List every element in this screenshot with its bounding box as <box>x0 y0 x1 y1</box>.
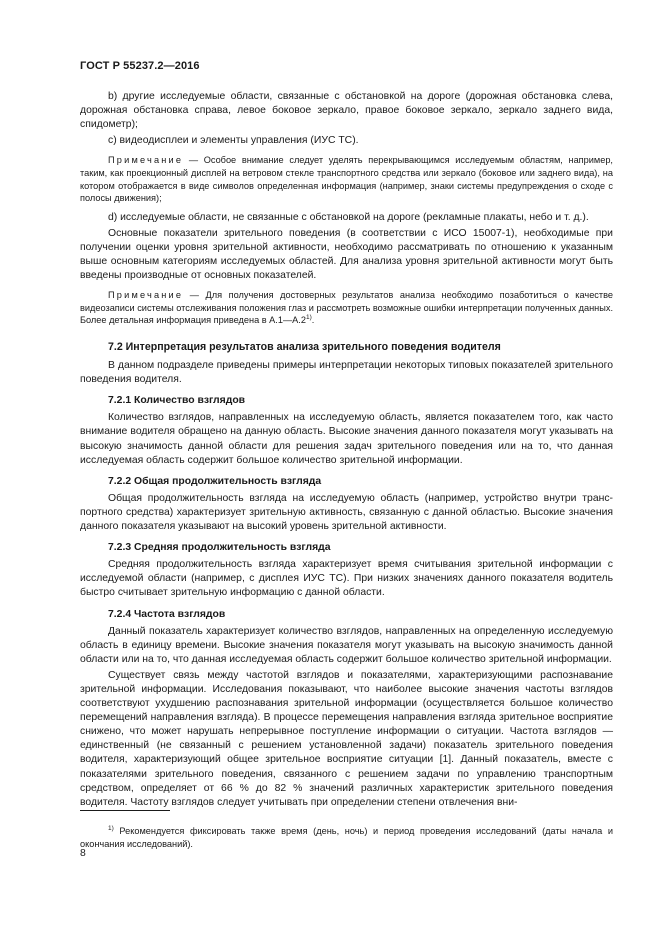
note-2-text: — Для получения достоверных результатов анализа необходимо позаботиться о качестве видеозаписи системы отслеживания положения глаз и рассмотреть возможные ошибки интерпретации полученных данных. Более детальная информация приведена в А.1—А.2 <box>80 290 613 326</box>
section-7-2-text: В данном подразделе приведены примеры интерпретации некоторых типовых показателей зрительного поведения водителя. <box>80 360 613 386</box>
footnote-text: Рекомендуется фиксировать также время (день, ночь) и период проведения исследований (даты начала и окончания исследований). <box>80 826 613 849</box>
footnote <box>80 825 613 850</box>
section-7-2-1-text: Количество взглядов, направленных на исследуемую область, является показателем того, как часто внимание водителя обращено на данную область. Высокие значения данного показателя могут указывать на высокую значимость данной области для решения задач зрительного поведения или на то, что данная исследуемая область содержит большое количество зрительной информации. <box>80 412 613 466</box>
section-7-2-heading: 7.2 Интерпретация результатов анализа зрительного поведения водителя <box>108 341 501 353</box>
section-7-2-2-heading: 7.2.2 Общая продолжительность взгляда <box>108 475 322 487</box>
section-7-2-1-heading: 7.2.1 Количество взглядов <box>108 395 246 407</box>
main-paragraph: Основные показатели зрительного поведения (в соответствии с ИСО 15007-1), необходимые при получении оценки уровня зрительной активности, необходимо рассматривать по отношению к указанным выше основным категориям исследуемых областей. Для анализа уровня зрительной активности могут быть введены производные от основных показателей. <box>80 227 613 282</box>
list-item-b: b) другие исследуемые области, связанные с обстановкой на дороге (дорожная обстановка слева, дорожная обстановка справа, левое боковое зеркало, правое боковое зеркало, зеркало заднего вида, спидометр); <box>80 91 613 131</box>
list-item-c: c) видеодисплеи и элементы управления (ИУС ТС). <box>108 135 359 147</box>
page-number: 8 <box>80 848 86 859</box>
section-7-2-4-heading: 7.2.4 Частота взглядов <box>108 608 226 620</box>
section-7-2-3-heading: 7.2.3 Средняя продолжительность взгляда <box>108 542 331 554</box>
note-2-footnote-ref: 1) <box>305 314 312 322</box>
list-item-d: d) исследуемые области, не связанные с обстановкой на дороге (рекламные плакаты, небо и т. д.). <box>108 211 589 223</box>
note-2-label: Примечание <box>108 290 184 301</box>
section-7-2-4-text-2: Существует связь между частотой взглядов и показателями, характеризующими распознавание зрительной информации. Исследования показывают, что наиболее высокие значения частоты взглядов соответствуют ухудшению распознавания зрительной информации (осуществляется большое количество перемещений направления взгляда). В процессе перемещения направления взгляда зрительное восприятие снижено, что может нарушать непрерывное поступление информации о ситуации. Частота взглядов — единственный (не связанный с решением установленной задачи) показатель зрительного поведения водителя, характеризующий общее зрительное восприятие ситуации [1]. Данный показатель, вместе с показателями зрительного поведения, связанного с решением задачи по управлению транспортным средством, определяет от 66 % до 82 % значений различных характеристик зрительного поведения водителя. Частоту взглядов следует учитывать при определении степени отвлечения вни- <box>80 669 613 808</box>
document-header: ГОСТ Р 55237.2—2016 <box>80 60 200 72</box>
note-1 <box>80 154 613 204</box>
section-7-2-3-text: Средняя продолжительность взгляда характеризует время считывания зрительной информации с исследуемой области (например, с дисплея ИУС ТС). При низких значениях данного показателя водитель быстро считывает зрительную информацию с данной области. <box>80 559 613 599</box>
note-2-end: . <box>311 315 315 326</box>
section-7-2-2-text: Общая продолжительность взгляда на исследуемую область (например, устройство внутри транспортного средства) характеризует зрительную активность, связанную с данной областью. Высокие значения данного показателя указывают на высокий уровень зрительной активности. <box>80 492 613 533</box>
note-2 <box>80 289 613 327</box>
section-7-2-4-text-1: Данный показатель характеризует количество взглядов, направленных на определенную исследуемую область в единицу времени. Высокие значения показателя могут указывать на высокую значимость данной области или на то, что данная исследуемая область содержит большое количество зрительной информации. <box>80 625 613 665</box>
note-1-label: Примечание <box>108 155 184 166</box>
footnote-marker: 1) <box>108 825 114 833</box>
page-content <box>80 90 613 812</box>
note-1-text: — Особое внимание следует уделять перекрывающимся исследуемым областям, например, таким, как проекционный дисплей на ветровом стекле транспортного средства или зеркало (боковое или заднего вида), на котором отображается в виде символов определенная информация (например, знаки системы предупреждения о сходе с полосы движения); <box>80 155 613 204</box>
footnote-divider <box>80 810 170 811</box>
